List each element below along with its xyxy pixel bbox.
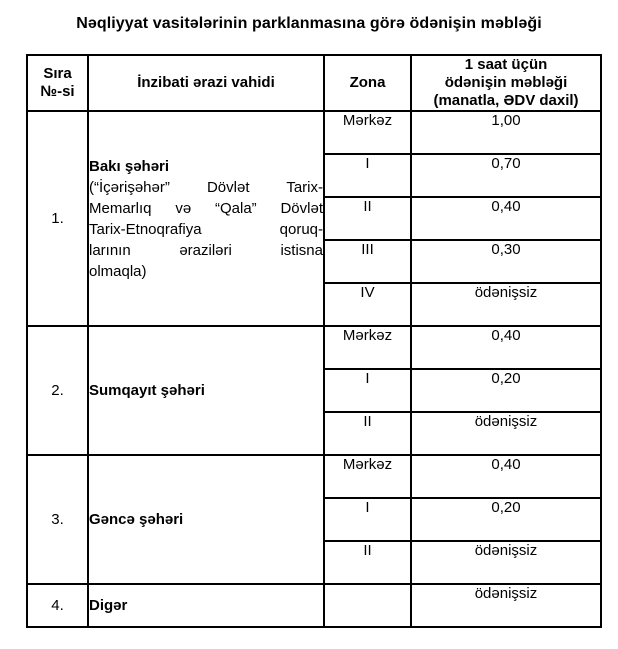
fee-cell: 0,70 xyxy=(411,154,601,197)
area-detail-line: Memarlıq və “Qala” Dövlət xyxy=(89,199,323,217)
fee-cell: ödənişsiz xyxy=(411,584,601,627)
fee-cell: 0,30 xyxy=(411,240,601,283)
area-name: Bakı şəhəri xyxy=(89,157,170,175)
page-title: Nəqliyyat vasitələrinin parklanmasına görə ödənişin məbləği xyxy=(76,15,542,32)
table-row xyxy=(27,326,601,369)
column-header-sira-no: Sıra №-si xyxy=(27,55,88,111)
table-row xyxy=(27,455,601,498)
row-number-cell: 3. xyxy=(27,455,88,584)
area-name: Sumqayıt şəhəri xyxy=(89,382,205,399)
zone-cell: II xyxy=(324,412,411,455)
area-name: Gəncə şəhəri xyxy=(89,511,184,528)
zone-cell: I xyxy=(324,369,411,412)
area-name: Digər xyxy=(89,597,128,614)
zone-cell: Mərkəz xyxy=(324,326,411,369)
column-header-zona: Zona xyxy=(324,55,411,111)
column-header-odenis-meblegi: 1 saat üçün ödənişin məbləği (manatla, ƏDV daxil) xyxy=(411,55,601,111)
table-header xyxy=(27,55,601,111)
fee-cell: 0,20 xyxy=(411,369,601,412)
fee-cell: ödənişsiz xyxy=(411,412,601,455)
zone-cell: II xyxy=(324,197,411,240)
column-header-inzibati-erazi-vahidi: İnzibati ərazi vahidi xyxy=(88,55,324,111)
table-row xyxy=(27,111,601,154)
area-detail-line: Tarix-Etnoqrafiya qoruq- xyxy=(89,220,323,238)
zone-cell: II xyxy=(324,541,411,584)
fee-cell: 0,40 xyxy=(411,455,601,498)
row-number-cell: 4. xyxy=(27,584,88,627)
table-row xyxy=(27,584,601,627)
zone-cell: I xyxy=(324,498,411,541)
fee-cell: 0,40 xyxy=(411,326,601,369)
row-number-cell: 1. xyxy=(27,111,88,326)
fee-cell: ödənişsiz xyxy=(411,283,601,326)
area-detail-line: larının əraziləri istisna xyxy=(89,241,323,259)
fee-cell: 0,40 xyxy=(411,197,601,240)
zone-cell: Mərkəz xyxy=(324,455,411,498)
area-cell xyxy=(88,584,324,627)
area-cell xyxy=(88,455,324,584)
area-detail-line: olmaqla) xyxy=(89,262,147,280)
header-row xyxy=(27,55,601,111)
zone-cell: IV xyxy=(324,283,411,326)
zone-cell: Mərkəz xyxy=(324,111,411,154)
area-cell xyxy=(88,111,324,326)
area-detail-line: (“İçərişəhər” Dövlət Tarix- xyxy=(89,178,323,196)
fee-cell: 1,00 xyxy=(411,111,601,154)
area-cell xyxy=(88,326,324,455)
zone-cell: I xyxy=(324,154,411,197)
zone-cell: III xyxy=(324,240,411,283)
zone-cell xyxy=(324,584,411,627)
parking-fee-table xyxy=(26,54,602,628)
table-body xyxy=(27,111,601,627)
row-number-cell: 2. xyxy=(27,326,88,455)
fee-cell: ödənişsiz xyxy=(411,541,601,584)
fee-cell: 0,20 xyxy=(411,498,601,541)
